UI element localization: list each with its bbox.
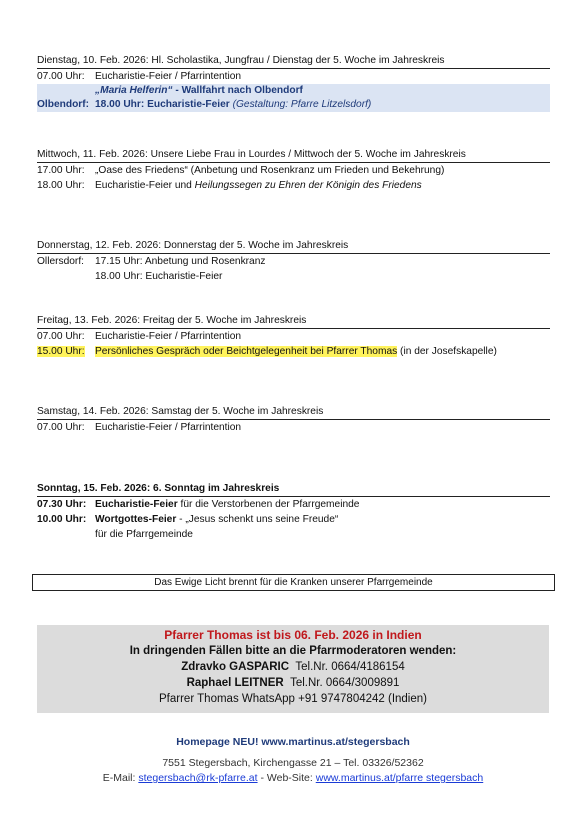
schedule-row (37, 269, 550, 284)
schedule-row (37, 512, 550, 527)
contact-phone: Tel.Nr. 0664/4186154 (295, 661, 405, 673)
day-heading: Donnerstag, 12. Feb. 2026: Donnerstag der 5. Woche im Jahreskreis (37, 239, 550, 254)
notice-title: Pfarrer Thomas ist bis 06. Feb. 2026 in Indien (164, 628, 422, 642)
homepage-line: Homepage NEU! www.martinus.at/stegersbach (176, 736, 410, 748)
absence-notice (37, 625, 549, 713)
event: 18.00 Uhr: Eucharistie-Feier (95, 271, 223, 282)
event: für die Verstorbenen der Pfarrgemeinde (177, 499, 360, 510)
event: 17.15 Uhr: Anbetung und Rosenkranz (95, 256, 266, 267)
day-sunday (37, 482, 550, 542)
address-line: 7551 Stegersbach, Kirchengasse 21 – Tel. 03326/52362 (162, 757, 424, 769)
time: 15.00 Uhr: (37, 346, 85, 357)
event-location: (in der Josefskapelle) (397, 346, 497, 357)
day-heading: Mittwoch, 11. Feb. 2026: Unsere Liebe Frau in Lourdes / Mittwoch der 5. Woche im Jahreskreis (37, 148, 550, 163)
pilgrimage-title-row (37, 84, 550, 98)
event-highlight: Persönliches Gespräch oder Beichtgelegenheit bei Pfarrer Thomas (95, 346, 398, 357)
day-heading: Dienstag, 10. Feb. 2026: Hl. Scholastika, Jungfrau / Dienstag der 5. Woche im Jahreskreis (37, 54, 550, 69)
email-label: E-Mail: (102, 772, 139, 784)
event-type: Wortgottes-Feier (95, 514, 177, 525)
schedule-row (37, 344, 550, 359)
event: Eucharistie-Feier und (95, 180, 192, 191)
event: Eucharistie-Feier / Pfarrintention (95, 422, 242, 433)
place: Olbendorf: (37, 99, 90, 110)
schedule-row (37, 69, 550, 84)
time: 07.00 Uhr: (37, 422, 85, 433)
day-friday (37, 314, 550, 359)
event: für die Pfarrgemeinde (95, 529, 193, 540)
schedule-row (37, 497, 550, 512)
schedule-row (37, 420, 550, 435)
event: Eucharistie-Feier / Pfarrintention (95, 331, 242, 342)
day-heading: Sonntag, 15. Feb. 2026: 6. Sonntag im Jahreskreis (37, 482, 550, 497)
whatsapp-contact: Pfarrer Thomas WhatsApp +91 9747804242 (Indien) (159, 693, 427, 705)
day-wednesday (37, 148, 550, 193)
schedule-row (37, 163, 550, 178)
event: Eucharistie-Feier / Pfarrintention (95, 71, 242, 82)
schedule-row (37, 254, 550, 269)
email-link[interactable]: stegersbach@rk-pfarre.at (138, 772, 258, 784)
schedule-row (37, 178, 550, 193)
contact-name: Raphael LEITNER (186, 677, 284, 689)
day-heading: Samstag, 14. Feb. 2026: Samstag der 5. Woche im Jahreskreis (37, 405, 550, 420)
event: „Oase des Friedens“ (Anbetung und Rosenkranz um Frieden und Bekehrung) (95, 165, 445, 176)
schedule-row (37, 329, 550, 344)
website-link[interactable]: www.martinus.at/pfarre stegersbach (315, 772, 484, 784)
contact-phone: Tel.Nr. 0664/3009891 (290, 677, 400, 689)
contact-row (37, 675, 549, 691)
event-note: (Gestaltung: Pfarre Litzelsdorf) (232, 99, 372, 110)
time: 07.00 Uhr: (37, 71, 85, 82)
time: 07.00 Uhr: (37, 331, 85, 342)
schedule-row (37, 98, 550, 112)
place: Ollersdorf: (37, 256, 84, 267)
day-tuesday (37, 54, 550, 112)
pilgrimage-name: „Maria Helferin“ (95, 85, 173, 96)
time: 17.00 Uhr: (37, 165, 85, 176)
day-heading: Freitag, 13. Feb. 2026: Freitag der 5. Woche im Jahreskreis (37, 314, 550, 329)
contact-line (0, 772, 586, 784)
schedule-row (37, 527, 550, 542)
time: 10.00 Uhr: (37, 514, 87, 525)
time: 18.00 Uhr: (37, 180, 85, 191)
event-type: Eucharistie-Feier (95, 499, 178, 510)
event: - „Jesus schenkt uns seine Freude“ (176, 514, 339, 525)
contact-row (37, 659, 549, 675)
separator: - Web-Site: (257, 772, 316, 784)
event-blessing: Heilungssegen zu Ehren der Königin des Friedens (194, 180, 422, 191)
eternal-light-box: Das Ewige Licht brennt für die Kranken unserer Pfarrgemeinde (32, 574, 555, 591)
notice-subtitle: In dringenden Fällen bitte an die Pfarrmoderatoren wenden: (129, 645, 457, 657)
pilgrimage-block (37, 84, 550, 112)
contact-name: Zdravko GASPARIC (181, 661, 290, 673)
time: 07.30 Uhr: (37, 499, 87, 510)
day-thursday (37, 239, 550, 284)
event: 18.00 Uhr: Eucharistie-Feier (95, 99, 230, 110)
day-saturday (37, 405, 550, 435)
pilgrimage-desc: - Wallfahrt nach Olbendorf (172, 85, 303, 96)
